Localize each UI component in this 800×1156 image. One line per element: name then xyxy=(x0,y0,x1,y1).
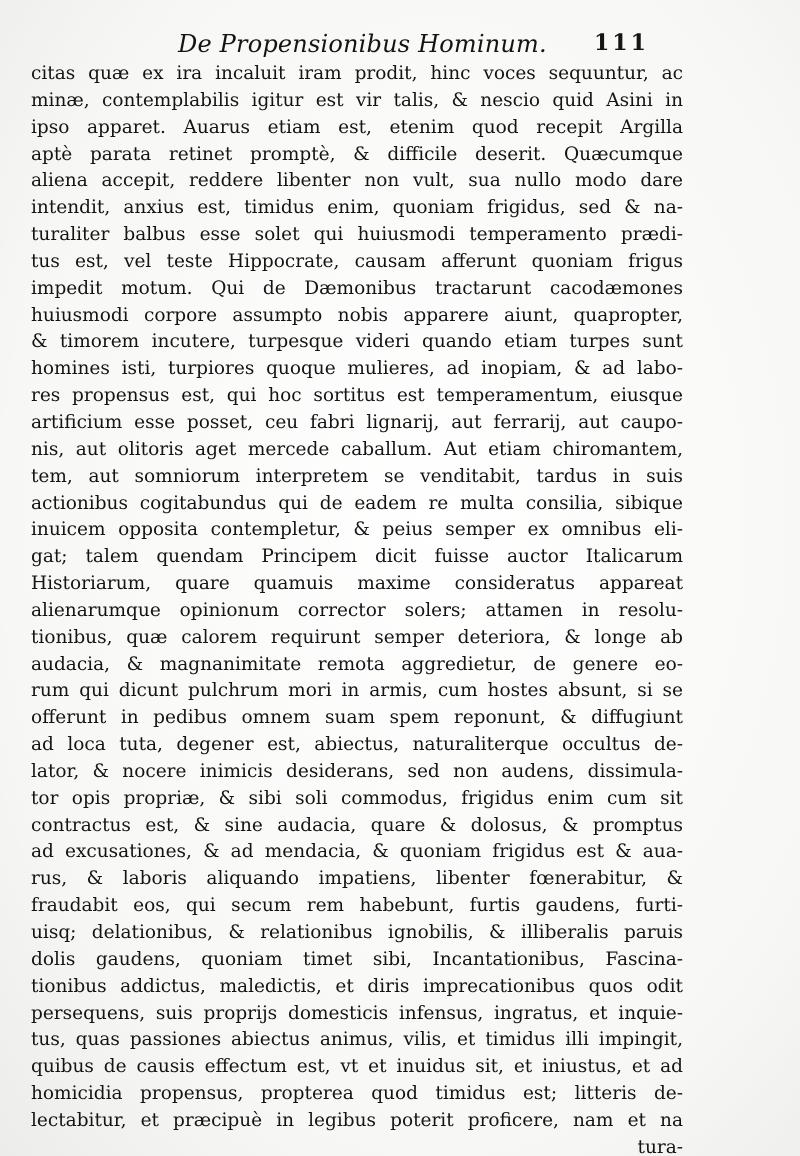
text-line: actionibus cogitabundus qui de eadem re multa consilia, sibique xyxy=(31,492,683,514)
text-line: tor opis propriæ, & sibi soli commodus, frigidus enim cum sit xyxy=(31,787,683,809)
text-line: tionibus, quæ calorem requirunt semper deteriora, & longe ab xyxy=(31,626,683,648)
text-line: gat; talem quendam Principem dicit fuisse auctor Italicarum xyxy=(31,546,683,568)
body-text xyxy=(31,61,683,1156)
text-line: tem, aut somniorum interpretem se venditabit, tardus in suis xyxy=(31,465,683,487)
text-line: aliena accepit, reddere libenter non vult, sua nullo modo dare xyxy=(31,170,683,192)
text-line: fraudabit eos, qui secum rem habebunt, furtis gaudens, furti- xyxy=(31,895,683,917)
text-line: ad excusationes, & ad mendacia, & quoniam frigidus est & aua- xyxy=(31,841,683,863)
text-line: nis, aut olitoris aget mercede caballum. Aut etiam chiromantem, xyxy=(31,438,683,460)
text-line: citas quæ ex ira incaluit iram prodit, hinc voces sequuntur, ac xyxy=(31,63,683,84)
text-line: ipso apparet. Auarus etiam est, etenim quod recepit Argilla xyxy=(31,116,683,138)
text-line: tus, quas passiones abiectus animus, vilis, et timidus illi impingit, xyxy=(31,1029,683,1051)
text-line: & timorem incutere, turpesque videri quando etiam turpes sunt xyxy=(31,331,683,353)
text-line: ad loca tuta, degener est, abiectus, naturaliterque occultus de- xyxy=(31,734,683,756)
text-line: Historiarum, quare quamuis maxime consideratus appareat xyxy=(31,573,683,595)
text-line: turaliter balbus esse solet qui huiusmodi temperamento prædi- xyxy=(31,224,683,246)
text-line: res propensus est, qui hoc sortitus est temperamentum, eiusque xyxy=(31,385,683,407)
text-line: inuicem opposita contempletur, & peius semper ex omnibus eli- xyxy=(31,519,683,541)
text-line: intendit, anxius est, timidus enim, quoniam frigidus, sed & na- xyxy=(31,197,683,219)
page-number: 111 xyxy=(594,30,649,56)
running-head xyxy=(0,26,800,66)
text-line: lectabitur, et præcipuè in legibus poterit proficere, nam et na xyxy=(31,1109,683,1131)
text-line: artificium esse posset, ceu fabri lignarij, aut ferrarij, aut caupo- xyxy=(31,411,683,433)
text-line: tus est, vel teste Hippocrate, causam afferunt quoniam frigus xyxy=(31,250,683,272)
text-line: audacia, & magnanimitate remota aggredietur, de genere eo- xyxy=(31,653,683,675)
text-line: rum qui dicunt pulchrum mori in armis, cum hostes absunt, si se xyxy=(31,680,683,702)
text-line: lator, & nocere inimicis desiderans, sed non audens, dissimula- xyxy=(31,760,683,782)
text-line: tionibus addictus, maledictis, et diris imprecationibus quos odit xyxy=(31,975,683,997)
text-line: homicidia propensus, propterea quod timidus est; litteris de- xyxy=(31,1083,683,1105)
text-line: homines isti, turpiores quoque mulieres, ad inopiam, & ad labo- xyxy=(31,358,683,380)
text-line: aptè parata retinet promptè, & difficile deserit. Quæcumque xyxy=(31,143,683,165)
text-line: alienarumque opinionum corrector solers; attamen in resolu- xyxy=(31,599,683,621)
catchword: tura- xyxy=(637,1136,683,1156)
running-title: De Propensionibus Hominum. xyxy=(178,30,547,58)
text-line: uisq; delationibus, & relationibus ignobilis, & illiberalis paruis xyxy=(31,922,683,943)
text-line: huiusmodi corpore assumpto nobis apparere aiunt, quapropter, xyxy=(31,304,683,326)
text-line: dolis gaudens, quoniam timet sibi, Incantationibus, Fascina- xyxy=(31,948,683,970)
text-line: minæ, contemplabilis igitur est vir talis, & nescio quid Asini in xyxy=(31,89,683,111)
text-line: contractus est, & sine audacia, quare & dolosus, & promptus xyxy=(31,814,683,836)
text-line: impedit motum. Qui de Dæmonibus tractarunt cacodæmones xyxy=(31,277,683,299)
text-line: quibus de causis effectum est, vt et inuidus sit, et iniustus, et ad xyxy=(31,1056,683,1078)
text-line: rus, & laboris aliquando impatiens, libenter fœnerabitur, & xyxy=(31,868,683,890)
text-line: persequens, suis proprijs domesticis infensus, ingratus, et inquie- xyxy=(31,1002,683,1024)
text-line: offerunt in pedibus omnem suam spem reponunt, & diffugiunt xyxy=(31,707,683,729)
